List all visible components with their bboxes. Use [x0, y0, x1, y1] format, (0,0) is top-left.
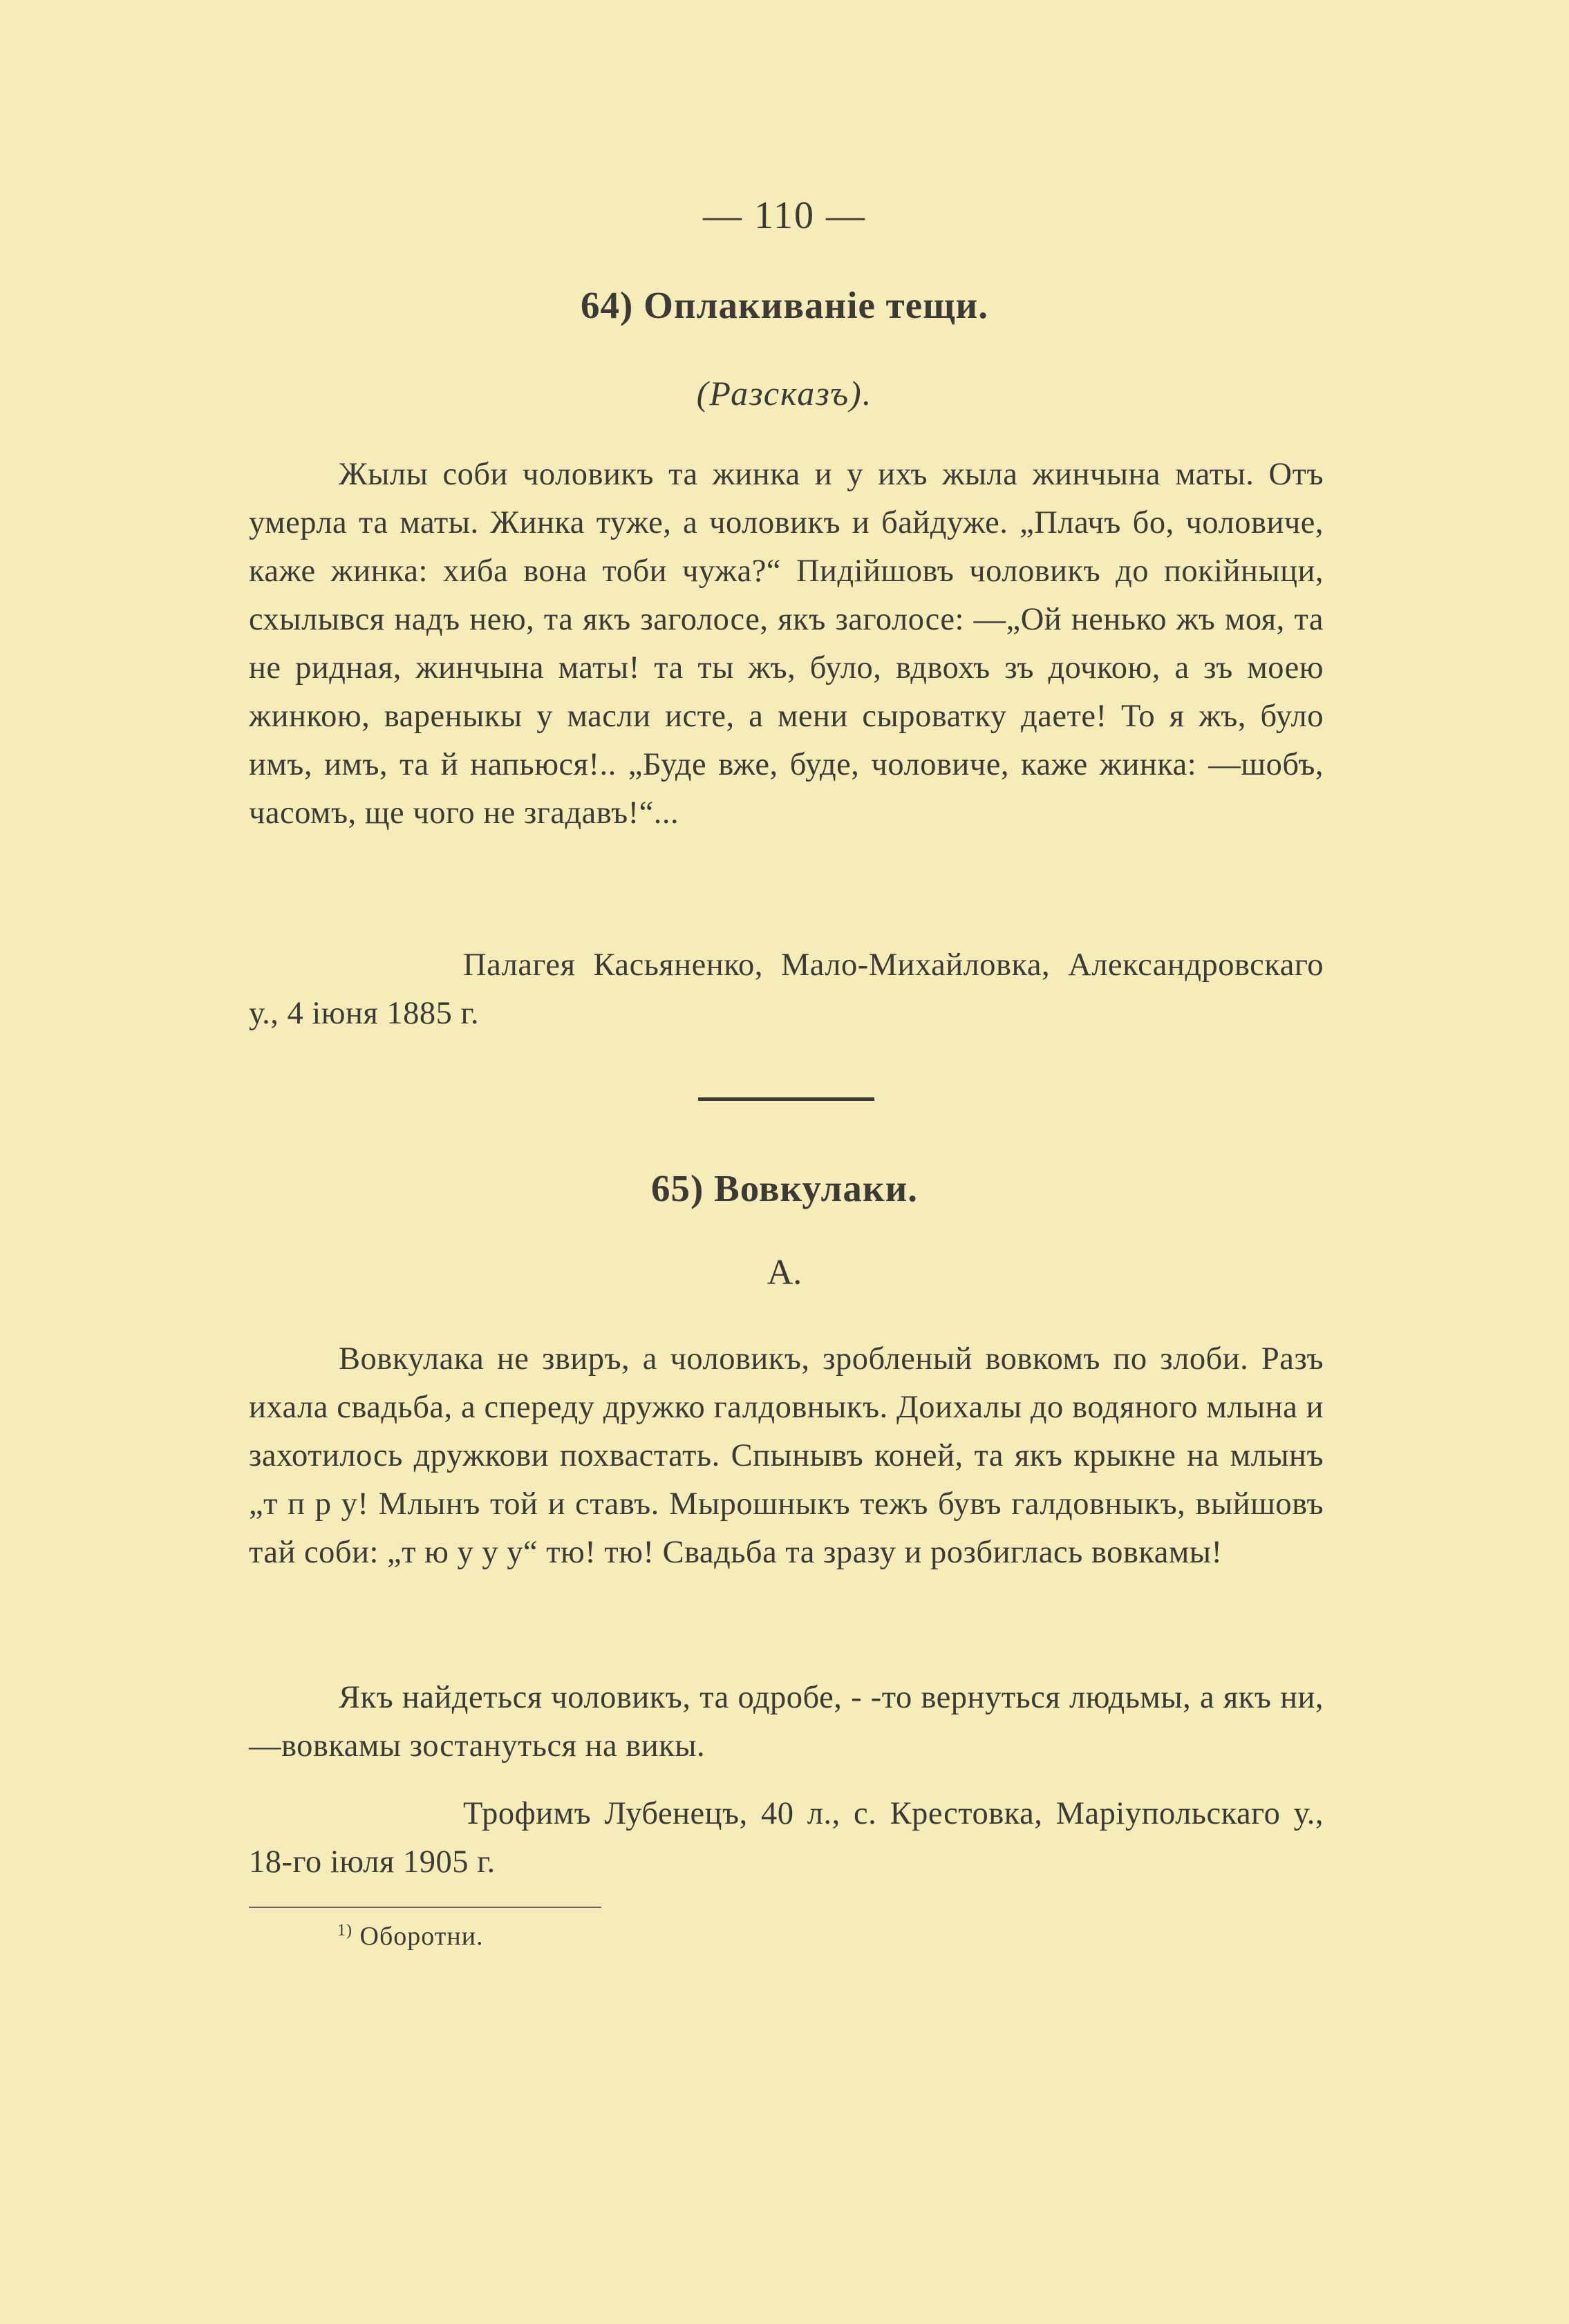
story-64-title: 64) Оплакиваніе тещи. — [581, 284, 988, 326]
section-separator — [698, 1097, 874, 1101]
story-64-subtitle: (Разсказъ). — [696, 374, 873, 413]
story-65-paragraph-1: Вовкулака не звиръ, а чоловикъ, зробленый вовкомъ по злоби. Разъ ихала свадьба, а спереду дружко галдовныкъ. Доихалы до водяного млына и захотилось дружкови похвастать. Спынывъ коней, та якъ крыкне на млынъ „т п р у! Млынъ той и ставъ. Мырошныкъ тежъ бувъ галдовныкъ, выйшовъ тай соби: „т ю у у у“ тю! тю! Свадьба та зразу и розбиглась вовкамы! — [249, 1341, 1324, 1570]
footnote — [337, 1921, 484, 1952]
story-64-source: Палагея Касьяненко, Мало-Михайловка, Александровскаго у., 4 іюня 1885 г. — [249, 947, 1324, 1031]
story-65-title: 65) Вовкулаки. — [650, 1167, 919, 1209]
story-65-source: Трофимъ Лубенецъ, 40 л., с. Крестовка, Маріупольскаго у., 18-го іюля 1905 г. — [249, 1796, 1324, 1880]
footnote-text: Оборотни. — [359, 1922, 484, 1951]
footnote-rule — [249, 1907, 601, 1908]
footnote-marker: 1) — [337, 1921, 353, 1940]
story-65-section-letter: А. — [767, 1253, 802, 1292]
story-65-paragraph-2: Якъ найдеться чоловикъ, та одробе, - -то вернуться людьмы, а якъ ни,—вовкамы зостануться на викы. — [249, 1680, 1324, 1764]
story-64-text: Жылы соби чоловикъ та жинка и у ихъ жыла жинчына маты. Отъ умерла та маты. Жинка туже, а чоловикъ и байдуже. „Плачъ бо, чоловиче, каже жинка: хиба вона тоби чужа?“ Пидійшовъ чоловикъ до покійныци, схылывся надъ нею, та якъ заголосе, якъ заголосе: —„Ой ненько жъ моя, та не ридная, жинчына маты! та ты жъ, було, вдвохъ зъ дочкою, а зъ моею жинкою, вареныкы у масли исте, а мени сыроватку даете! То я жъ, було имъ, имъ, та й напьюся!.. „Буде вже, буде, чоловиче, каже жинка: —шобъ, часомъ, ще чого не згадавъ!“... — [249, 457, 1324, 831]
page-number: — 110 — — [703, 194, 866, 237]
